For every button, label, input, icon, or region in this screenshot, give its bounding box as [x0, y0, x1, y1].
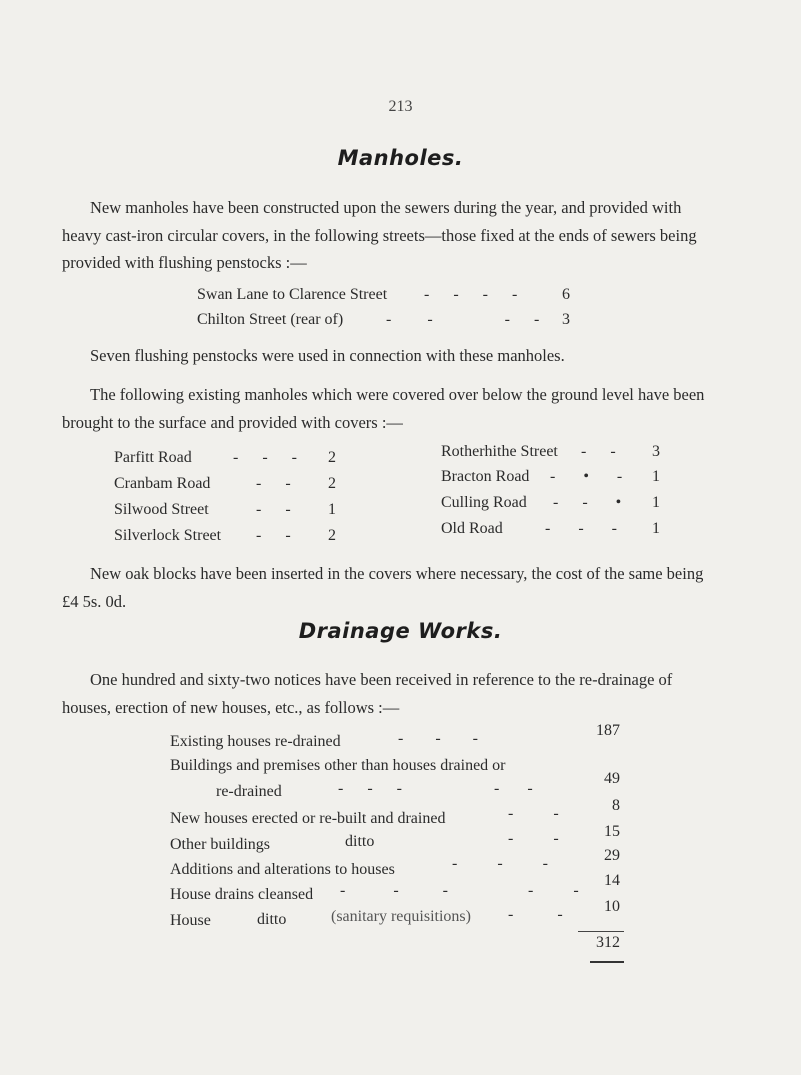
existing-count-right: 1 — [652, 494, 660, 511]
existing-street-left: Silverlock Street — [114, 527, 222, 544]
drainage-item-count: 15 — [604, 823, 620, 840]
drainage-intro: One hundred and sixty-two notices have been received in reference to the re-drainage of houses, erection of new houses, etc., as follows :— — [62, 670, 673, 717]
existing-street-right: Rotherhithe Street — [441, 443, 558, 460]
drainage-item-label: House — [170, 912, 211, 929]
leader-dashes: - - • — [553, 494, 622, 511]
drainage-item-count: 14 — [604, 872, 620, 889]
ditto-mark: ditto — [345, 833, 375, 850]
drainage-item-count: 187 — [596, 722, 620, 739]
leader-dashes: - - - - - — [340, 882, 579, 899]
drainage-item-count: 29 — [604, 847, 620, 864]
drainage-item-label: House drains cleansed — [170, 886, 314, 903]
manholes-heading: Manholes. — [337, 146, 464, 170]
leader-dashes: - - — [508, 830, 559, 847]
drainage-item-label: Other buildings — [170, 836, 270, 853]
drainage-item-count: 49 — [604, 770, 620, 787]
total-underline — [590, 961, 624, 963]
drainage-item-count: 8 — [612, 797, 620, 814]
leader-dashes: - - — [508, 906, 563, 923]
new-manhole-count: 3 — [562, 311, 570, 328]
leader-dashes: - - - — [398, 730, 478, 747]
new-manhole-street: Chilton Street (rear of) — [197, 311, 344, 328]
new-manhole-count: 6 — [562, 286, 570, 303]
new-manhole-street: Swan Lane to Clarence Street — [197, 286, 388, 303]
leader-dashes: - - - — [452, 855, 548, 872]
drainage-heading: Drainage Works. — [298, 619, 503, 643]
leader-dashes: - - — [256, 527, 291, 544]
existing-count-right: 1 — [652, 520, 660, 537]
existing-street-right: Old Road — [441, 520, 503, 537]
manholes-intro: New manholes have been constructed upon the sewers during the year, and provided with heavy cast-iron circular covers, in the following streets—those fixed at the ends of sewers being provided with flushing penstocks :— — [62, 198, 697, 272]
leader-dashes: - - — [508, 805, 559, 822]
existing-street-left: Parfitt Road — [114, 449, 192, 466]
existing-street-right: Culling Road — [441, 494, 527, 511]
page-number: 213 — [388, 98, 413, 115]
oak-blocks-paragraph: New oak blocks have been inserted in the covers where necessary, the cost of the same being £4 5s. 0d. — [62, 564, 704, 611]
drainage-item-label: Existing houses re-drained — [170, 733, 341, 750]
leader-dashes: - - — [256, 475, 291, 492]
leader-dashes: - • - — [550, 468, 623, 485]
leader-dashes: - - - - — [424, 286, 518, 303]
leader-dashes: - - - - — [386, 311, 540, 328]
existing-count-left: 2 — [328, 527, 336, 544]
drainage-total: 312 — [596, 934, 620, 951]
existing-street-left: Silwood Street — [114, 501, 209, 518]
leader-dashes: - - - — [233, 449, 297, 466]
drainage-item-count: 10 — [604, 898, 620, 915]
leader-dashes: - - - - - — [338, 780, 533, 797]
existing-street-right: Bracton Road — [441, 468, 530, 485]
existing-count-left: 2 — [328, 449, 336, 466]
sum-rule — [578, 931, 624, 932]
existing-street-left: Cranbam Road — [114, 475, 211, 492]
penstocks-paragraph: Seven flushing penstocks were used in connection with these manholes. — [90, 346, 565, 365]
leader-dashes: - - - — [545, 520, 617, 537]
drainage-item-label: Additions and alterations to houses — [170, 861, 395, 878]
existing-count-left: 2 — [328, 475, 336, 492]
existing-count-right: 3 — [652, 443, 660, 460]
drainage-item-label: New houses erected or re-built and drained — [170, 810, 446, 827]
drainage-item-label-continued: re-drained — [216, 783, 282, 800]
leader-dashes: - - — [581, 443, 616, 460]
drainage-item-note: (sanitary requisitions) — [331, 908, 471, 925]
existing-count-right: 1 — [652, 468, 660, 485]
ditto-mark: ditto — [257, 911, 287, 928]
drainage-item-label: Buildings and premises other than houses drained or — [170, 757, 506, 774]
existing-manholes-intro: The following existing manholes which were covered over below the ground level have been brought to the surface and provided with covers :— — [62, 385, 705, 432]
existing-count-left: 1 — [328, 501, 336, 518]
leader-dashes: - - — [256, 501, 291, 518]
